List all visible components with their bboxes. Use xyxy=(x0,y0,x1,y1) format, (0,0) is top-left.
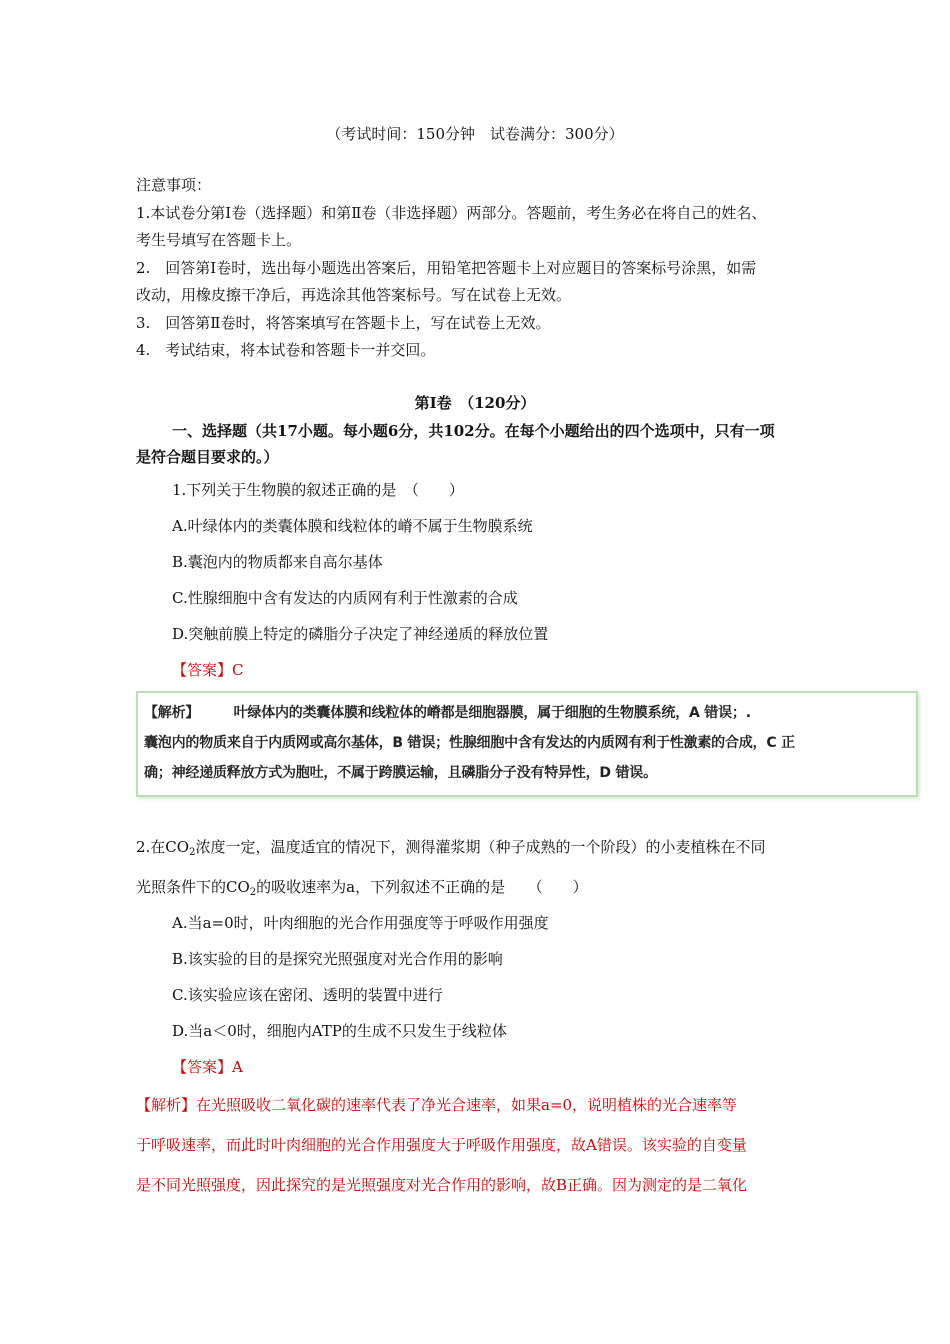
notes-title: 注意事项： xyxy=(136,176,212,194)
q1-option-d: D.突触前膜上特定的磷脂分子决定了神经递质的释放位置 xyxy=(172,625,549,643)
q2-analysis-line: 于呼吸速率，而此时叶肉细胞的光合作用强度大于呼吸作用强度，故A错误。该实验的自变量 xyxy=(136,1136,747,1154)
q1-option-a: A.叶绿体内的类囊体膜和线粒体的嵴不属于生物膜系统 xyxy=(172,517,533,535)
section-instruction: 是符合题目要求的。） xyxy=(136,448,279,466)
notes-line: 4. 考试结束，将本试卷和答题卡一并交回。 xyxy=(136,341,436,359)
notes-line: 3. 回答第Ⅱ卷时，将答案填写在答题卡上，写在试卷上无效。 xyxy=(136,314,551,332)
section-title: 第Ⅰ卷 （120分） xyxy=(414,394,536,412)
q1-option-b: B.囊泡内的物质都来自高尔基体 xyxy=(172,553,383,571)
q1-analysis-line: 【解析】 叶绿体内的类囊体膜和线粒体的嵴都是细胞器膜，属于细胞的生物膜系统，A 错误；. xyxy=(144,705,751,721)
notes-line: 2. 回答第Ⅰ卷时，选出每小题选出答案后，用铅笔把答题卡上对应题目的答案标号涂黑，如需 xyxy=(136,259,757,277)
notes-line: 考生号填写在答题卡上。 xyxy=(136,231,302,249)
q2-option-d: D.当a＜0时，细胞内ATP的生成不只发生于线粒体 xyxy=(172,1022,507,1040)
q2-analysis-line: 【解析】在光照吸收二氧化碳的速率代表了净光合速率，如果a=0，说明植株的光合速率等 xyxy=(136,1096,738,1114)
q1-option-c: C.性腺细胞中含有发达的内质网有利于性激素的合成 xyxy=(172,589,518,607)
notes-line: 改动，用橡皮擦干净后，再选涂其他答案标号。写在试卷上无效。 xyxy=(136,286,572,304)
q2-option-c: C.该实验应该在密闭、透明的装置中进行 xyxy=(172,986,443,1004)
q1-analysis-box xyxy=(136,691,918,797)
q2-analysis-line: 是不同光照强度，因此探究的是光照强度对光合作用的影响，故B正确。因为测定的是二氧化 xyxy=(136,1176,748,1194)
notes-line: 1.本试卷分第Ⅰ卷（选择题）和第Ⅱ卷（非选择题）两部分。答题前，考生务必在将自己的姓名、 xyxy=(136,204,767,222)
q1-analysis-line: 确；神经递质释放方式为胞吐，不属于跨膜运输，且磷脂分子没有特异性，D 错误。 xyxy=(144,765,657,781)
exam-info: （考试时间：150分钟 试卷满分：300分） xyxy=(326,125,624,143)
q1-analysis-line: 囊泡内的物质来自于内质网或高尔基体，B 错误；性腺细胞中含有发达的内质网有利于性激素的合成，C 正 xyxy=(144,735,795,751)
q2-answer: 【答案】A xyxy=(172,1058,243,1076)
q1-stem: 1.下列关于生物膜的叙述正确的是 （ ） xyxy=(172,481,464,499)
q2-stem-line1: 2.在$CO_2$浓度一定，温度适宜的情况下，测得灌浆期（种子成熟的一个阶段）的小麦植株在不同 xyxy=(136,838,766,858)
q2-stem-line2: 光照条件下的$CO_2$的吸收速率为a，下列叙述不正确的是 （ ） xyxy=(136,878,588,898)
section-instruction: 一、选择题（共17小题。每小题6分，共102分。在每个小题给出的四个选项中，只有一项 xyxy=(172,422,775,440)
q2-option-a: A.当a=0时，叶肉细胞的光合作用强度等于呼吸作用强度 xyxy=(172,914,549,932)
q2-option-b: B.该实验的目的是探究光照强度对光合作用的影响 xyxy=(172,950,503,968)
q1-answer: 【答案】C xyxy=(172,661,244,679)
